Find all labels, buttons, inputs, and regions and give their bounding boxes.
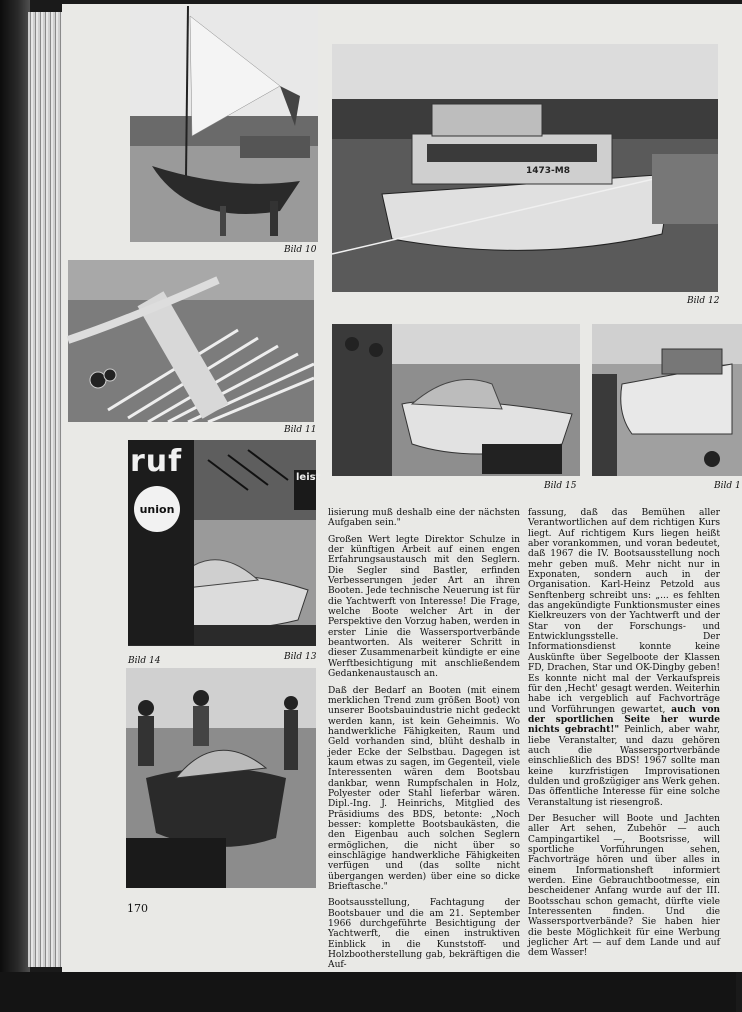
emphasis-text: auch von der sportlichen Seite her wurde nichts gebracht!" <box>528 703 720 736</box>
paragraph: Der Besucher will Boote und Jachten aller Art sehen, Zubehör — auch Campingartikel —, Bootsrisse, will sportliche Vorführungen sehen, Fachvorträge hören und über alles in einem Informationsheft informiert werden. Eine Gebrauchtbootmesse, ein bescheidener Anfang wurde auf der III. Bootsschau schon gemacht, dürfte viele Interessenten finden. Und die Wassersportverbände? Sie haben hier die beste Möglichkeit für eine Werbung jeglicher Art — auf dem Lande und auf dem Wasser! <box>528 813 720 959</box>
caption-bild-11: Bild 11 <box>284 425 317 435</box>
text-run: fassung, daß das Bemühen aller Verantwortlichen auf dem richtigen Kurs liegt. Auf richtigem Kurs liegen heißt aber vorankommen, und voran bedeutet, daß 1967 die IV. Bootsausstellung noch mehr geben muß. Mehr nicht nur in Exponaten, sondern auch in der Organisation. Karl-Heinz Petzold aus Senftenberg schreibt uns: „... es fehlten das angekündigte Funktionsmuster eines Kielkreuzers von der Yachtwerft und der Star von der Forschungs- und Entwicklungsstelle. Der Informationsdienst konnte keine Auskünfte über Segelboote der Klassen FD, Drachen, Star und OK-Dingby geben! Es konnte nicht mal der Verkaufspreis für den ‚Hecht' gesagt werden. Weiterhin habe ich vergeblich auf Fachvorträge und Vorführungen gewartet, <box>528 508 720 715</box>
page-number: 170 <box>127 902 148 915</box>
paragraph: lisierung muß deshalb eine der nächsten Aufgaben sein." <box>328 508 520 529</box>
paragraph: Bootsausstellung, Fachtagung der Bootsbauer und die am 21. September 1966 durchgeführte Besichtigung der Yachtwerft, die einen instruktiven Einblick in die Kunststoff- und Holzbootherstellung gab, bekräftigen die Auf- <box>328 898 520 971</box>
photo-bild-13 <box>128 440 321 646</box>
paragraph: Daß der Bedarf an Booten (mit einem merklichen Trend zum größen Boot) von unserer Bootsbauindustrie nicht gedeckt werden kann, ist kein Geheimnis. Wo handwerkliche Fähigkeiten, Raum und Geld vorhanden sind, blüht deshalb in jeder Ecke der Selbstbau. Dagegen ist kaum etwas zu sagen, im Gegenteil, viele Interessenten wären dem Bootsbau dankbar, wenn Rumpfschalen in Holz, Polyester oder Stahl lieferbar wären. Dipl.-Ing. J. Heinrichs, Mitglied des Präsidiums des BDS, betonte: „Noch besser: komplette Bootsbaukästen, die den Eigenbau auch solchen Seglern ermöglichen, die nicht über so einschlägige handwerkliche Fähigkeiten verfügen und (das sollte nicht übergangen werden) über eine so dicke Brieftasche." <box>328 685 520 893</box>
caption-bild-14: Bild 14 <box>128 656 161 666</box>
paragraph: Großen Wert legte Direktor Schulze in der künftigen Arbeit auf einen engen Erfahrungsaustausch mit den Seglern. Die Segler sind Bastler, erfinden Verbesserungen jeder Art an ihren Booten. Jede technische Neuerung ist für die Yachtwerft von Interesse! Die Frage, welche Boote welcher Art in der Perspektive den Vorzug haben, werden in erster Linie die Wassersportverbände beantworten. Als weiterer Schritt in dieser Zusammenarbeit kündigte er eine Werftbesichtigung mit anschließendem Gedankenaustausch an. <box>328 534 521 680</box>
text-column-2 <box>528 508 720 965</box>
book-spine <box>0 0 30 1012</box>
scan-background <box>0 972 736 1012</box>
photo-bild-15 <box>332 324 580 476</box>
hull-registration: 1473-M8 <box>526 166 571 176</box>
leist-sign: leist <box>294 470 316 510</box>
photo-bild-12 <box>332 44 718 292</box>
caption-bild-12: Bild 12 <box>687 296 720 306</box>
caption-bild-16: Bild 1 <box>714 481 741 491</box>
photo-bild-11 <box>68 260 314 422</box>
union-logo: union <box>134 486 180 532</box>
caption-bild-10: Bild 10 <box>284 245 317 255</box>
photo-bild-10 <box>130 6 318 242</box>
caption-bild-15: Bild 15 <box>544 481 577 491</box>
caption-bild-13: Bild 13 <box>284 652 317 662</box>
ruf-sign <box>128 440 194 645</box>
photo-bild-16 <box>592 324 742 476</box>
ruf-text: ruf <box>130 444 183 479</box>
text-column-1 <box>328 508 520 977</box>
text-run: Peinlich, aber wahr, liebe Veranstalter, und dazu gehören auch die Wassersportverbände einschließlich des BDS! 1967 sollte man keine kurzfristigen Improvisationen dulden und großzügiger ans Werk gehen. Das öffentliche Interesse für eine solche Veranstaltung ist riesengroß. <box>528 725 720 808</box>
magazine-page <box>62 4 742 972</box>
photo-bild-14 <box>126 668 316 888</box>
paragraph <box>528 508 720 808</box>
